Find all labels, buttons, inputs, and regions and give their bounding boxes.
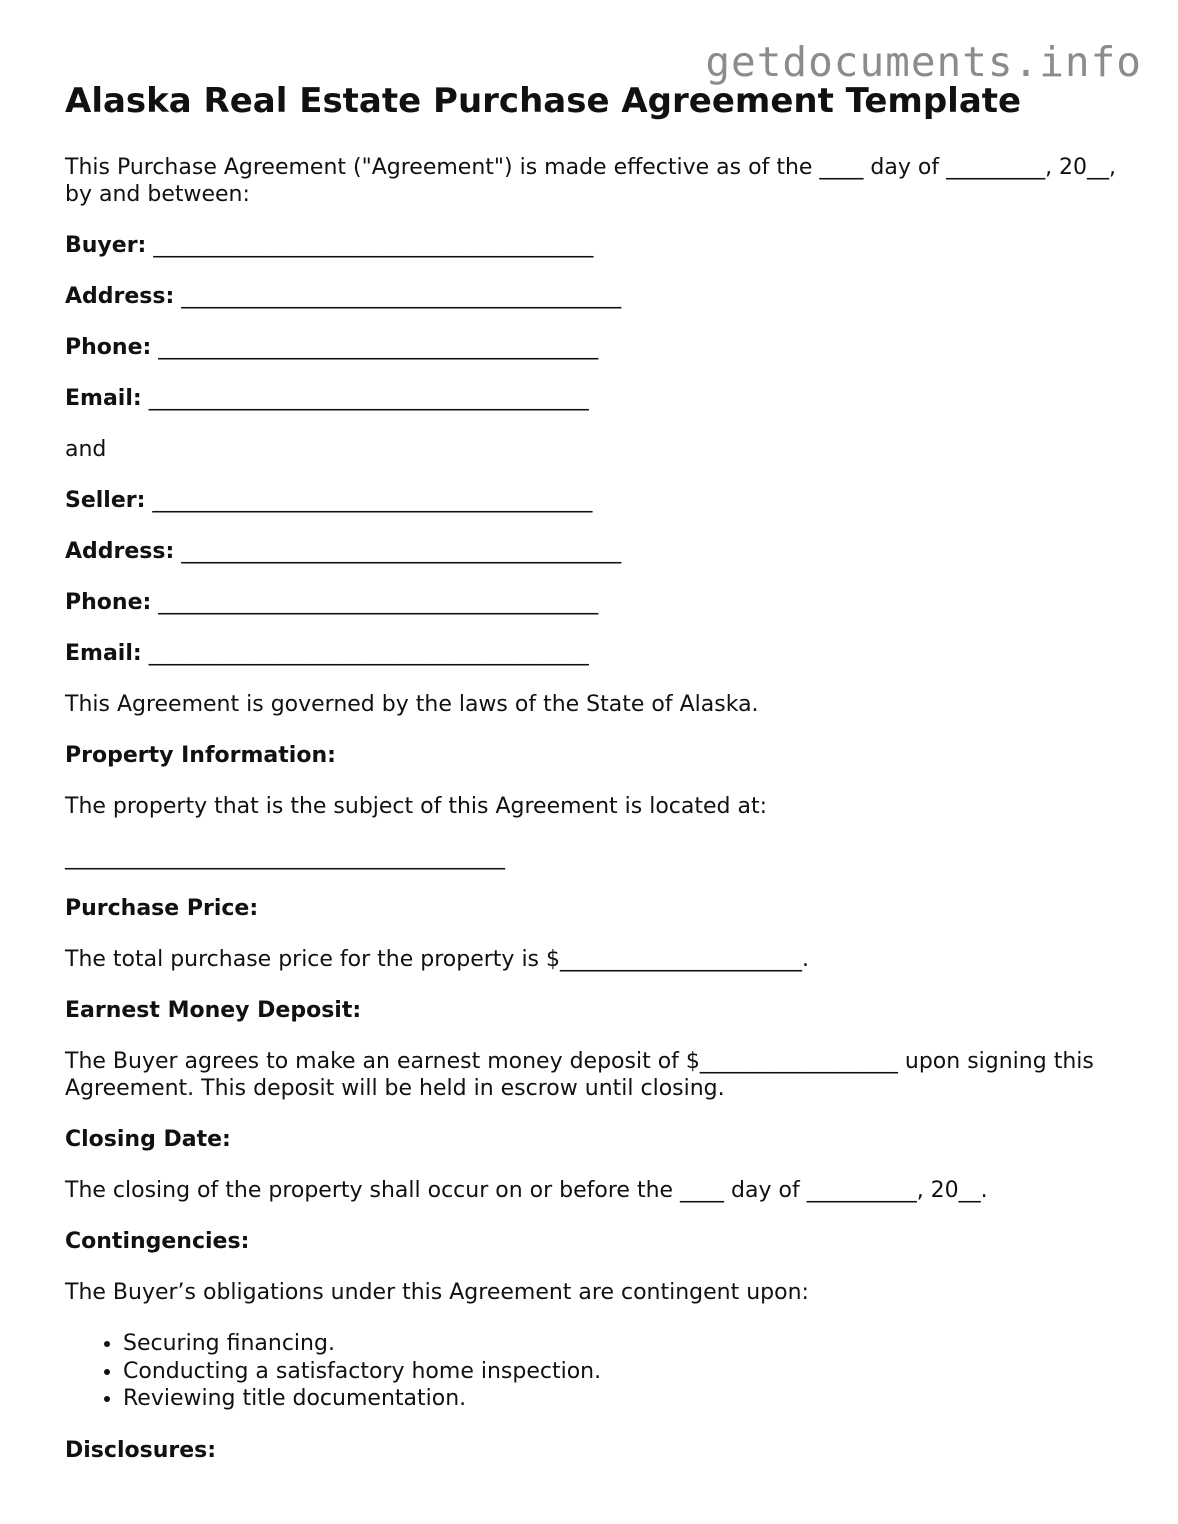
intro-paragraph: This Purchase Agreement ("Agreement") is made effective as of the ____ day of _________, 20__, by and between: bbox=[65, 155, 1117, 207]
buyer-email-blank[interactable]: ________________________________________ bbox=[148, 386, 589, 411]
price-text: The total purchase price for the property is $______________________. bbox=[65, 947, 810, 972]
closing-text: The closing of the property shall occur on or before the ____ day of __________, 20__. bbox=[65, 1178, 988, 1203]
contingencies-heading: Contingencies: bbox=[65, 1229, 250, 1254]
disclosures-heading: Disclosures: bbox=[65, 1437, 217, 1463]
governing-law-text: This Agreement is governed by the laws of the State of Alaska. bbox=[65, 692, 759, 717]
document bbox=[65, 78, 1125, 1464]
seller-phone-field[interactable] bbox=[65, 589, 1125, 616]
price-heading: Purchase Price: bbox=[65, 896, 259, 921]
deposit-text: The Buyer agrees to make an earnest money deposit of $__________________ upon signing this Agreement. This deposit will be held in escrow until closing. bbox=[65, 1049, 1094, 1101]
seller-email-field[interactable] bbox=[65, 640, 1125, 667]
buyer-name-label: Buyer: bbox=[65, 233, 147, 258]
contingencies-list bbox=[65, 1330, 1125, 1413]
contingencies-text: The Buyer’s obligations under this Agreement are contingent upon: bbox=[65, 1280, 809, 1305]
seller-name-label: Seller: bbox=[65, 488, 146, 513]
list-item: • Reviewing title documentation. bbox=[123, 1385, 1125, 1413]
buyer-name-blank[interactable]: ________________________________________ bbox=[153, 233, 594, 258]
deposit-heading: Earnest Money Deposit: bbox=[65, 998, 362, 1023]
seller-name-field[interactable] bbox=[65, 487, 1125, 514]
buyer-address-label: Address: bbox=[65, 284, 175, 309]
buyer-phone-blank[interactable]: ________________________________________ bbox=[158, 335, 599, 360]
seller-phone-label: Phone: bbox=[65, 590, 152, 615]
property-address-blank[interactable]: ________________________________________ bbox=[65, 845, 505, 870]
seller-name-blank[interactable]: ________________________________________ bbox=[152, 488, 593, 513]
buyer-phone-label: Phone: bbox=[65, 335, 152, 360]
buyer-address-blank[interactable]: ________________________________________ bbox=[181, 284, 622, 309]
property-heading: Property Information: bbox=[65, 743, 336, 768]
buyer-email-label: Email: bbox=[65, 386, 142, 411]
seller-address-blank[interactable]: ________________________________________ bbox=[181, 539, 622, 564]
closing-heading: Closing Date: bbox=[65, 1127, 231, 1152]
list-item: • Securing financing. bbox=[123, 1330, 1125, 1358]
list-item: • Conducting a satisfactory home inspection. bbox=[123, 1358, 1125, 1386]
buyer-name-field[interactable] bbox=[65, 232, 1125, 259]
seller-email-label: Email: bbox=[65, 641, 142, 666]
buyer-address-field[interactable] bbox=[65, 283, 1125, 310]
and-text: and bbox=[65, 437, 107, 462]
buyer-phone-field[interactable] bbox=[65, 334, 1125, 361]
seller-phone-blank[interactable]: ________________________________________ bbox=[158, 590, 599, 615]
property-text: The property that is the subject of this Agreement is located at: bbox=[65, 794, 768, 819]
watermark: getdocuments.info bbox=[705, 38, 1142, 86]
seller-address-field[interactable] bbox=[65, 538, 1125, 565]
seller-email-blank[interactable]: ________________________________________ bbox=[148, 641, 589, 666]
seller-address-label: Address: bbox=[65, 539, 175, 564]
buyer-email-field[interactable] bbox=[65, 385, 1125, 412]
page-title: Alaska Real Estate Purchase Agreement Template bbox=[65, 81, 1022, 121]
